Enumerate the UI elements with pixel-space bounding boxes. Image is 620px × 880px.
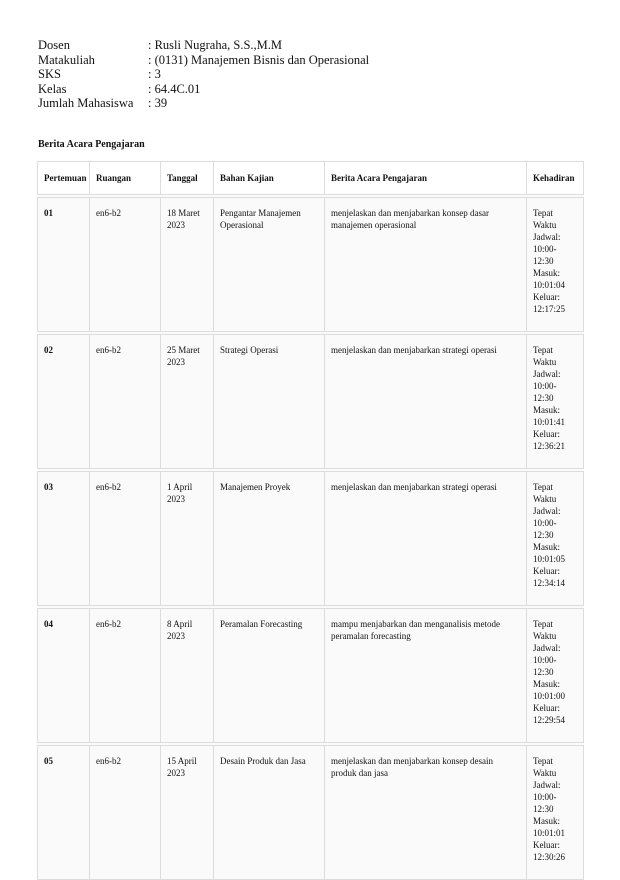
cell-tanggal: 18 Maret 2023 — [161, 198, 214, 332]
kehadiran-line: Keluar: — [533, 566, 560, 576]
header-ruangan: Ruangan — [90, 162, 161, 195]
header-kehadiran: Kehadiran — [527, 162, 584, 195]
table-row — [38, 609, 584, 743]
cell-berita-acara: menjelaskan dan menjabarkan konsep desain produk dan jasa — [325, 746, 527, 880]
cell-ruangan: en6-b2 — [90, 746, 161, 880]
cell-tanggal: 1 April 2023 — [161, 472, 214, 606]
cell-pertemuan: 01 — [38, 198, 90, 332]
cell-bahan-kajian: Desain Produk dan Jasa — [214, 746, 325, 880]
info-label: Kelas — [38, 81, 67, 96]
kehadiran-line: 12:30 — [533, 804, 554, 814]
kehadiran-line: Masuk: — [533, 816, 560, 826]
info-label: Jumlah Mahasiswa — [38, 96, 134, 110]
cell-kehadiran — [527, 472, 584, 606]
info-row-sks — [38, 67, 369, 82]
cell-ruangan: en6-b2 — [90, 335, 161, 469]
cell-tanggal: 8 April 2023 — [161, 609, 214, 743]
info-label: SKS — [38, 67, 61, 81]
info-row-kelas — [38, 82, 369, 97]
section-title: Berita Acara Pengajaran — [38, 139, 145, 150]
kehadiran-line: 10:00- — [533, 518, 557, 528]
course-info — [38, 38, 369, 111]
kehadiran-line: 10:01:41 — [533, 417, 566, 427]
kehadiran-line: Masuk: — [533, 405, 560, 415]
cell-kehadiran — [527, 746, 584, 880]
info-value: : 64.4C.01 — [148, 81, 201, 96]
kehadiran-line: Jadwal: — [533, 780, 561, 790]
kehadiran-line: 10:01:01 — [533, 828, 566, 838]
kehadiran-line: 12:30:26 — [533, 852, 566, 862]
cell-pertemuan: 05 — [38, 746, 90, 880]
attendance-table — [37, 161, 584, 880]
kehadiran-line: Masuk: — [533, 268, 560, 278]
kehadiran-line: Keluar: — [533, 703, 560, 713]
cell-pertemuan: 03 — [38, 472, 90, 606]
cell-ruangan: en6-b2 — [90, 198, 161, 332]
table-row — [38, 746, 584, 880]
info-value: : 39 — [148, 96, 168, 110]
info-value: : (0131) Manajemen Bisnis dan Operasional — [148, 52, 370, 67]
kehadiran-line: Tepat Waktu — [533, 208, 557, 230]
table-row — [38, 198, 584, 332]
kehadiran-line: Jadwal: — [533, 369, 561, 379]
header-bahan-kajian: Bahan Kajian — [214, 162, 325, 195]
cell-bahan-kajian: Peramalan Forecasting — [214, 609, 325, 743]
kehadiran-line: 10:00- — [533, 244, 557, 254]
info-value: : Rusli Nugraha, S.S.,M.M — [148, 38, 283, 52]
table-row — [38, 335, 584, 469]
cell-berita-acara: menjelaskan dan menjabarkan strategi operasi — [325, 335, 527, 469]
kehadiran-line: Masuk: — [533, 542, 560, 552]
info-label: Matakuliah — [38, 52, 95, 67]
kehadiran-line: Tepat Waktu — [533, 482, 557, 504]
cell-bahan-kajian: Pengantar Manajemen Operasional — [214, 198, 325, 332]
table-header-row — [38, 162, 584, 195]
header-pertemuan: Pertemuan — [38, 162, 90, 195]
kehadiran-line: 12:17:25 — [533, 304, 566, 314]
kehadiran-line: Masuk: — [533, 679, 560, 689]
kehadiran-line: 10:01:00 — [533, 691, 566, 701]
cell-bahan-kajian: Manajemen Proyek — [214, 472, 325, 606]
cell-tanggal: 25 Maret 2023 — [161, 335, 214, 469]
kehadiran-line: Keluar: — [533, 840, 560, 850]
kehadiran-line: Keluar: — [533, 429, 560, 439]
kehadiran-line: 10:01:04 — [533, 280, 566, 290]
cell-tanggal: 15 April 2023 — [161, 746, 214, 880]
cell-berita-acara: mampu menjabarkan dan menganalisis metode peramalan forecasting — [325, 609, 527, 743]
cell-berita-acara: menjelaskan dan menjabarkan konsep dasar manajemen operasional — [325, 198, 527, 332]
kehadiran-line: 12:30 — [533, 256, 554, 266]
kehadiran-line: Jadwal: — [533, 506, 561, 516]
info-row-dosen — [38, 38, 369, 53]
cell-berita-acara: menjelaskan dan menjabarkan strategi operasi — [325, 472, 527, 606]
info-value: : 3 — [148, 67, 161, 81]
info-row-jumlah-mahasiswa — [38, 96, 369, 111]
header-berita-acara: Berita Acara Pengajaran — [325, 162, 527, 195]
cell-bahan-kajian: Strategi Operasi — [214, 335, 325, 469]
kehadiran-line: 10:00- — [533, 655, 557, 665]
info-label: Dosen — [38, 38, 70, 52]
kehadiran-line: 10:00- — [533, 792, 557, 802]
kehadiran-line: 10:01:05 — [533, 554, 566, 564]
cell-kehadiran — [527, 198, 584, 332]
kehadiran-line: 12:34:14 — [533, 578, 566, 588]
header-tanggal: Tanggal — [161, 162, 214, 195]
kehadiran-line: Tepat Waktu — [533, 619, 557, 641]
kehadiran-line: Jadwal: — [533, 643, 561, 653]
kehadiran-line: Tepat Waktu — [533, 345, 557, 367]
kehadiran-line: Jadwal: — [533, 232, 561, 242]
cell-ruangan: en6-b2 — [90, 609, 161, 743]
kehadiran-line: Tepat Waktu — [533, 756, 557, 778]
table-row — [38, 472, 584, 606]
kehadiran-line: 12:29:54 — [533, 715, 566, 725]
cell-pertemuan: 02 — [38, 335, 90, 469]
kehadiran-line: 12:30 — [533, 393, 554, 403]
cell-ruangan: en6-b2 — [90, 472, 161, 606]
kehadiran-line: 12:30 — [533, 667, 554, 677]
kehadiran-line: 12:30 — [533, 530, 554, 540]
kehadiran-line: Keluar: — [533, 292, 560, 302]
kehadiran-line: 10:00- — [533, 381, 557, 391]
kehadiran-line: 12:36:21 — [533, 441, 566, 451]
info-row-matakuliah — [38, 53, 369, 68]
cell-kehadiran — [527, 335, 584, 469]
cell-pertemuan: 04 — [38, 609, 90, 743]
cell-kehadiran — [527, 609, 584, 743]
